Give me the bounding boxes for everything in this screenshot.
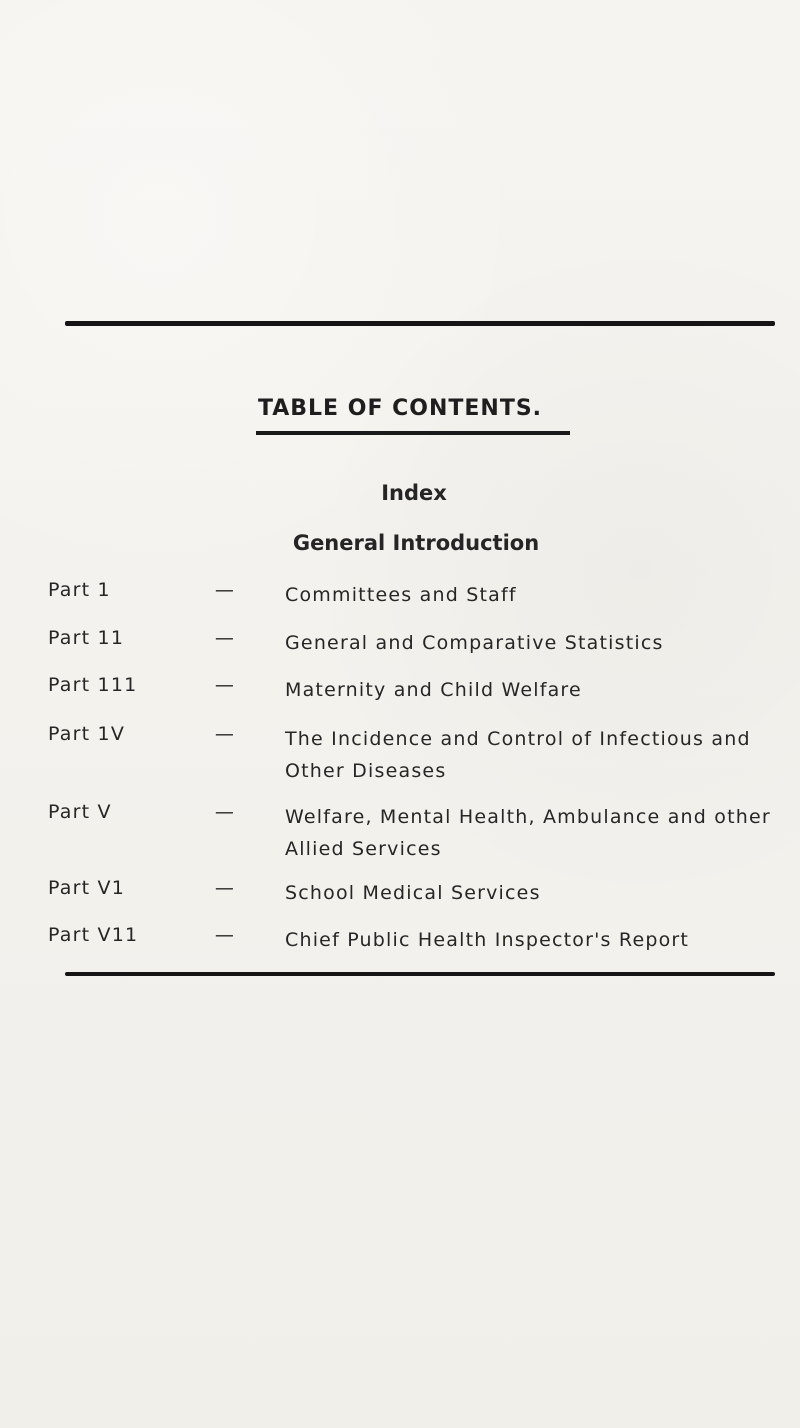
title-underline (256, 431, 570, 435)
toc-description: Welfare, Mental Health, Ambulance and other Allied Services (285, 806, 771, 860)
toc-dash: — (214, 723, 236, 745)
toc-description: Chief Public Health Inspector's Report (285, 929, 690, 951)
toc-row-part-111 (0, 674, 800, 730)
toc-part-label: Part V11 (48, 924, 139, 946)
bottom-rule (65, 972, 775, 976)
toc-row-part-v (0, 801, 800, 873)
toc-part-label: Part 1 (48, 579, 111, 601)
table-of-contents-title: TABLE OF CONTENTS. (257, 396, 543, 421)
toc-description: The Incidence and Control of Infectious and Other Diseases (285, 728, 751, 782)
toc-part-label: Part V (48, 801, 112, 823)
toc-description: School Medical Services (285, 882, 541, 904)
general-introduction-entry: General Introduction (292, 531, 540, 555)
toc-part-label: Part 1V (48, 723, 126, 745)
toc-description: General and Comparative Statistics (285, 632, 664, 654)
toc-dash: — (214, 924, 236, 946)
toc-dash: — (214, 579, 236, 601)
toc-row-part-1v (0, 723, 800, 795)
toc-part-label: Part 11 (48, 627, 125, 649)
toc-dash: — (214, 877, 236, 899)
index-entry: Index (381, 481, 447, 505)
toc-part-label: Part 111 (48, 674, 138, 696)
toc-part-label: Part V1 (48, 877, 126, 899)
toc-description: Maternity and Child Welfare (285, 679, 582, 701)
toc-dash: — (214, 627, 236, 649)
toc-dash: — (214, 674, 236, 696)
top-rule (65, 321, 775, 326)
toc-dash: — (214, 801, 236, 823)
toc-description: Committees and Staff (285, 584, 517, 606)
